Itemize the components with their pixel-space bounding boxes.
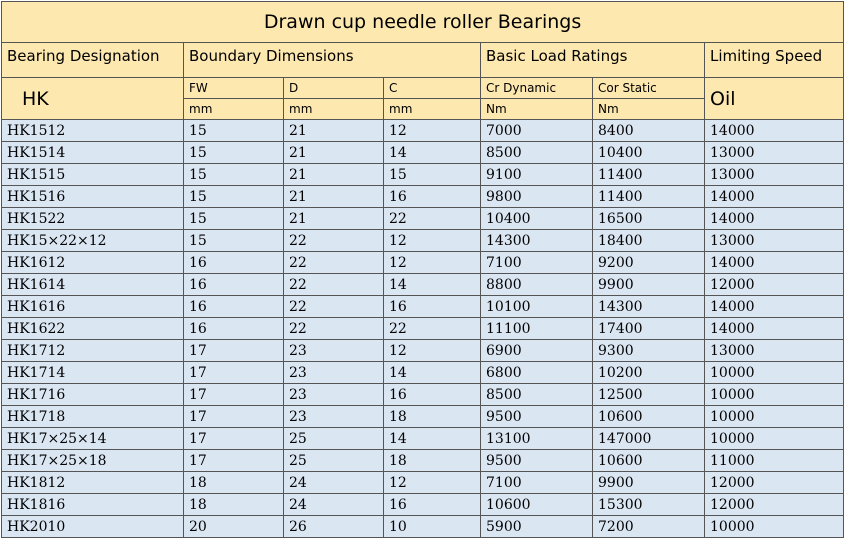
cor-cell: 11400 (593, 164, 705, 186)
d-cell: 26 (284, 516, 384, 538)
d-cell: 23 (284, 340, 384, 362)
fw-cell: 15 (184, 208, 284, 230)
cr-cell: 5900 (481, 516, 593, 538)
d-cell: 22 (284, 230, 384, 252)
subheader-row (2, 78, 844, 99)
d-cell: 23 (284, 362, 384, 384)
designation-cell: HK1522 (2, 208, 184, 230)
designation-cell: HK2010 (2, 516, 184, 538)
cr-cell: 10600 (481, 494, 593, 516)
header-row (2, 43, 844, 78)
cr-cell: 9100 (481, 164, 593, 186)
c-cell: 14 (384, 274, 481, 296)
speed-cell: 14000 (705, 120, 844, 142)
cor-cell: 12500 (593, 384, 705, 406)
fw-cell: 18 (184, 472, 284, 494)
c-cell: 12 (384, 120, 481, 142)
fw-cell: 20 (184, 516, 284, 538)
cr-cell: 8800 (481, 274, 593, 296)
designation-cell: HK1816 (2, 494, 184, 516)
c-cell: 12 (384, 472, 481, 494)
designation-cell: HK1614 (2, 274, 184, 296)
table-row (2, 450, 844, 472)
table-row (2, 516, 844, 538)
speed-cell: 10000 (705, 406, 844, 428)
cor-cell: 147000 (593, 428, 705, 450)
fw-cell: 16 (184, 296, 284, 318)
speed-cell: 10000 (705, 428, 844, 450)
cor-cell: 11400 (593, 186, 705, 208)
speed-cell: 14000 (705, 186, 844, 208)
table-row (2, 318, 844, 340)
c-cell: 15 (384, 164, 481, 186)
table-row (2, 252, 844, 274)
unit-c: mm (384, 99, 481, 120)
cor-cell: 14300 (593, 296, 705, 318)
unit-fw: mm (184, 99, 284, 120)
cr-cell: 8500 (481, 142, 593, 164)
cor-cell: 8400 (593, 120, 705, 142)
c-cell: 12 (384, 340, 481, 362)
c-cell: 16 (384, 384, 481, 406)
designation-cell: HK1516 (2, 186, 184, 208)
cor-cell: 9300 (593, 340, 705, 362)
cr-cell: 14300 (481, 230, 593, 252)
header-designation: Bearing Designation (2, 43, 184, 78)
d-cell: 22 (284, 274, 384, 296)
subheader-lubricant: Oil (705, 78, 844, 120)
table-row (2, 208, 844, 230)
c-cell: 14 (384, 428, 481, 450)
cor-cell: 9900 (593, 472, 705, 494)
cor-cell: 17400 (593, 318, 705, 340)
cr-cell: 9500 (481, 406, 593, 428)
cor-cell: 10600 (593, 406, 705, 428)
d-cell: 25 (284, 428, 384, 450)
d-cell: 24 (284, 494, 384, 516)
subheader-d: D (284, 78, 384, 99)
designation-cell: HK17×25×14 (2, 428, 184, 450)
table-row (2, 340, 844, 362)
fw-cell: 17 (184, 450, 284, 472)
table-row (2, 274, 844, 296)
subheader-cor-static: Cor Static (593, 78, 705, 99)
fw-cell: 15 (184, 186, 284, 208)
header-limiting-speed: Limiting Speed (705, 43, 844, 78)
cor-cell: 15300 (593, 494, 705, 516)
table-title: Drawn cup needle roller Bearings (2, 2, 844, 43)
subheader-cr-dynamic: Cr Dynamic (481, 78, 593, 99)
fw-cell: 15 (184, 120, 284, 142)
d-cell: 21 (284, 186, 384, 208)
cor-cell: 16500 (593, 208, 705, 230)
d-cell: 22 (284, 252, 384, 274)
subheader-type: HK (2, 78, 184, 120)
designation-cell: HK1514 (2, 142, 184, 164)
speed-cell: 12000 (705, 472, 844, 494)
subheader-c: C (384, 78, 481, 99)
designation-cell: HK1515 (2, 164, 184, 186)
table-row (2, 186, 844, 208)
cr-cell: 10100 (481, 296, 593, 318)
c-cell: 16 (384, 296, 481, 318)
subheader-fw: FW (184, 78, 284, 99)
cr-cell: 10400 (481, 208, 593, 230)
cr-cell: 7100 (481, 252, 593, 274)
speed-cell: 11000 (705, 450, 844, 472)
fw-cell: 17 (184, 384, 284, 406)
d-cell: 21 (284, 208, 384, 230)
c-cell: 14 (384, 362, 481, 384)
designation-cell: HK1812 (2, 472, 184, 494)
c-cell: 12 (384, 252, 481, 274)
unit-cor: Nm (593, 99, 705, 120)
designation-cell: HK1716 (2, 384, 184, 406)
table-row (2, 296, 844, 318)
cr-cell: 13100 (481, 428, 593, 450)
unit-d: mm (284, 99, 384, 120)
cr-cell: 6800 (481, 362, 593, 384)
speed-cell: 10000 (705, 362, 844, 384)
d-cell: 21 (284, 120, 384, 142)
speed-cell: 12000 (705, 274, 844, 296)
cr-cell: 7000 (481, 120, 593, 142)
speed-cell: 13000 (705, 340, 844, 362)
cr-cell: 7100 (481, 472, 593, 494)
bearing-table (1, 1, 844, 538)
c-cell: 14 (384, 142, 481, 164)
table-row (2, 142, 844, 164)
c-cell: 12 (384, 230, 481, 252)
c-cell: 22 (384, 318, 481, 340)
fw-cell: 15 (184, 142, 284, 164)
table-row (2, 164, 844, 186)
d-cell: 24 (284, 472, 384, 494)
designation-cell: HK1714 (2, 362, 184, 384)
designation-cell: HK1612 (2, 252, 184, 274)
designation-cell: HK1622 (2, 318, 184, 340)
c-cell: 16 (384, 494, 481, 516)
speed-cell: 14000 (705, 296, 844, 318)
table-row (2, 384, 844, 406)
designation-cell: HK17×25×18 (2, 450, 184, 472)
table-row (2, 494, 844, 516)
designation-cell: HK1718 (2, 406, 184, 428)
fw-cell: 15 (184, 230, 284, 252)
header-boundary-dimensions: Boundary Dimensions (184, 43, 481, 78)
designation-cell: HK15×22×12 (2, 230, 184, 252)
designation-cell: HK1512 (2, 120, 184, 142)
d-cell: 21 (284, 142, 384, 164)
unit-cr: Nm (481, 99, 593, 120)
title-row (2, 2, 844, 43)
cor-cell: 18400 (593, 230, 705, 252)
fw-cell: 16 (184, 252, 284, 274)
cor-cell: 9200 (593, 252, 705, 274)
speed-cell: 13000 (705, 142, 844, 164)
fw-cell: 17 (184, 406, 284, 428)
fw-cell: 17 (184, 340, 284, 362)
table-row (2, 120, 844, 142)
c-cell: 16 (384, 186, 481, 208)
d-cell: 23 (284, 384, 384, 406)
c-cell: 18 (384, 450, 481, 472)
d-cell: 23 (284, 406, 384, 428)
cor-cell: 10600 (593, 450, 705, 472)
d-cell: 22 (284, 296, 384, 318)
cr-cell: 9500 (481, 450, 593, 472)
fw-cell: 17 (184, 428, 284, 450)
cr-cell: 8500 (481, 384, 593, 406)
speed-cell: 14000 (705, 318, 844, 340)
c-cell: 18 (384, 406, 481, 428)
fw-cell: 15 (184, 164, 284, 186)
speed-cell: 14000 (705, 252, 844, 274)
designation-cell: HK1712 (2, 340, 184, 362)
speed-cell: 14000 (705, 208, 844, 230)
cor-cell: 7200 (593, 516, 705, 538)
cr-cell: 11100 (481, 318, 593, 340)
speed-cell: 10000 (705, 384, 844, 406)
header-basic-load-ratings: Basic Load Ratings (481, 43, 705, 78)
table-row (2, 472, 844, 494)
speed-cell: 10000 (705, 516, 844, 538)
cr-cell: 9800 (481, 186, 593, 208)
speed-cell: 13000 (705, 230, 844, 252)
d-cell: 22 (284, 318, 384, 340)
table-row (2, 362, 844, 384)
cor-cell: 9900 (593, 274, 705, 296)
c-cell: 22 (384, 208, 481, 230)
cor-cell: 10200 (593, 362, 705, 384)
fw-cell: 18 (184, 494, 284, 516)
fw-cell: 16 (184, 274, 284, 296)
table-row (2, 230, 844, 252)
table-row (2, 406, 844, 428)
d-cell: 21 (284, 164, 384, 186)
fw-cell: 16 (184, 318, 284, 340)
speed-cell: 13000 (705, 164, 844, 186)
designation-cell: HK1616 (2, 296, 184, 318)
cor-cell: 10400 (593, 142, 705, 164)
cr-cell: 6900 (481, 340, 593, 362)
fw-cell: 17 (184, 362, 284, 384)
c-cell: 10 (384, 516, 481, 538)
table-row (2, 428, 844, 450)
speed-cell: 12000 (705, 494, 844, 516)
d-cell: 25 (284, 450, 384, 472)
